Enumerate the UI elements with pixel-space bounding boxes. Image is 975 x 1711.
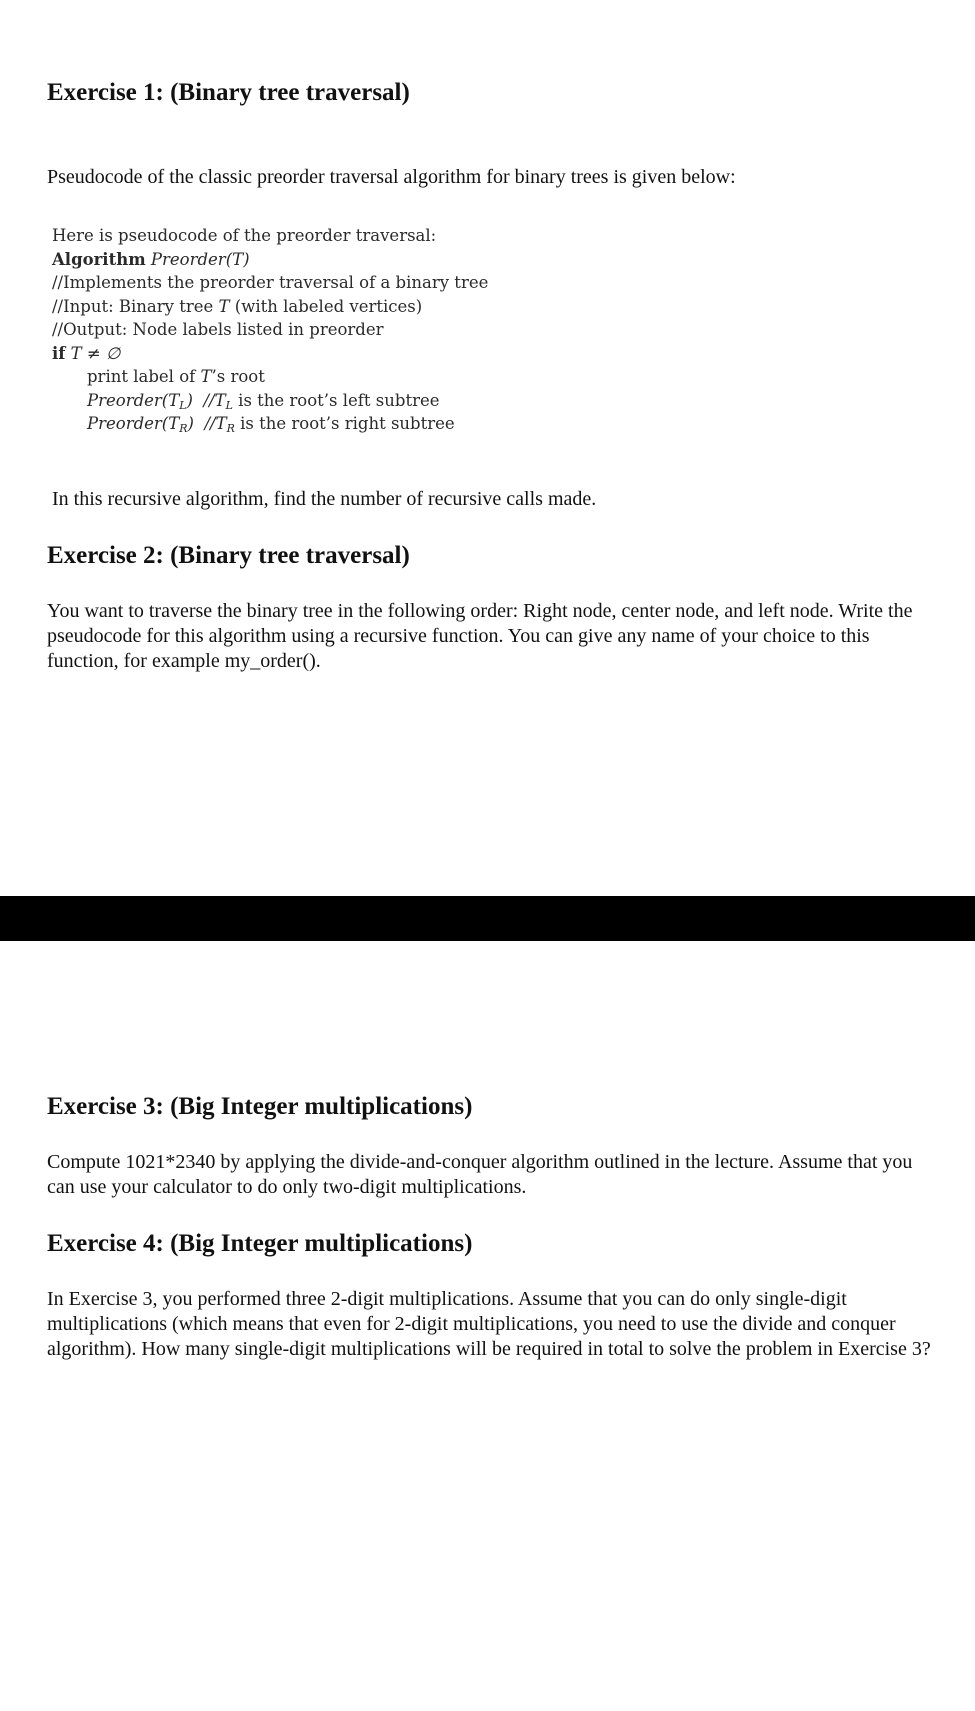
code-line-call-right	[52, 412, 488, 436]
pseudocode-block	[52, 224, 488, 436]
call-right-close: )	[187, 414, 194, 433]
exercise-3-body: Compute 1021*2340 by applying the divide-and-conquer algorithm outlined in the lecture. Assume that you can use your calculator to do only two-digit multiplications.	[47, 1151, 913, 1198]
comment-left-b: is the root’s left subtree	[232, 390, 440, 410]
if-keyword: if	[52, 343, 66, 363]
redaction-band	[0, 896, 975, 941]
exercise-4-title: Exercise 4: (Big Integer multiplications)	[47, 1230, 473, 1257]
code-line-if	[52, 342, 488, 366]
comment-left-a: //T	[203, 390, 226, 410]
algorithm-name: Preorder(T)	[150, 249, 250, 269]
exercise-2-body: You want to traverse the binary tree in the following order: Right node, center node, and left node. Write the pseudocode for this algorithm using a recursive function. You can give any name of your choice to this function, for example my_order().	[47, 600, 913, 672]
print-t: T	[200, 367, 212, 386]
comment-left-sub: L	[225, 398, 233, 412]
code-line-algorithm	[52, 248, 488, 272]
call-left-name: Preorder(T	[87, 390, 180, 410]
call-right-sub: R	[179, 422, 188, 435]
comment-right-a: //T	[204, 414, 227, 433]
code-line-comment-implements: //Implements the preorder traversal of a binary tree	[52, 273, 489, 292]
print-c: ’s root	[211, 367, 265, 386]
exercise-1-intro: Pseudocode of the classic preorder traversal algorithm for binary trees is given below:	[47, 166, 736, 188]
code-line-comment-output: //Output: Node labels listed in preorder	[52, 320, 384, 339]
call-right-name: Preorder(T	[87, 414, 180, 433]
input-comment-c: (with labeled vertices)	[229, 296, 423, 316]
exercise-2-title: Exercise 2: (Binary tree traversal)	[47, 542, 410, 569]
code-line-comment-input	[52, 295, 488, 319]
exercise-1-question: In this recursive algorithm, find the number of recursive calls made.	[52, 488, 597, 510]
call-left-close: )	[186, 390, 193, 410]
comment-right-sub: R	[226, 422, 235, 435]
input-comment-a: //Input: Binary tree	[52, 296, 219, 316]
code-line-call-left	[52, 389, 488, 413]
code-line-print	[52, 365, 488, 389]
print-a: print label of	[87, 367, 201, 386]
exercise-3-title: Exercise 3: (Big Integer multiplications)	[47, 1093, 473, 1120]
call-left-sub: L	[179, 398, 187, 412]
code-line-intro: Here is pseudocode of the preorder traversal:	[52, 226, 437, 245]
if-condition: T ≠ ∅	[70, 343, 121, 363]
algorithm-keyword: Algorithm	[52, 249, 146, 269]
comment-right-b: is the root’s right subtree	[234, 414, 455, 433]
exercise-1-title: Exercise 1: (Binary tree traversal)	[47, 79, 410, 106]
input-comment-t: T	[218, 296, 230, 316]
exercise-4-body: In Exercise 3, you performed three 2-digit multiplications. Assume that you can do only single-digit multiplications (which means that even for 2-digit multiplications, you need to use the divide and conquer algorithm). How many single-digit multiplications will be required in total to solve the problem in Exercise 3?	[47, 1288, 931, 1360]
